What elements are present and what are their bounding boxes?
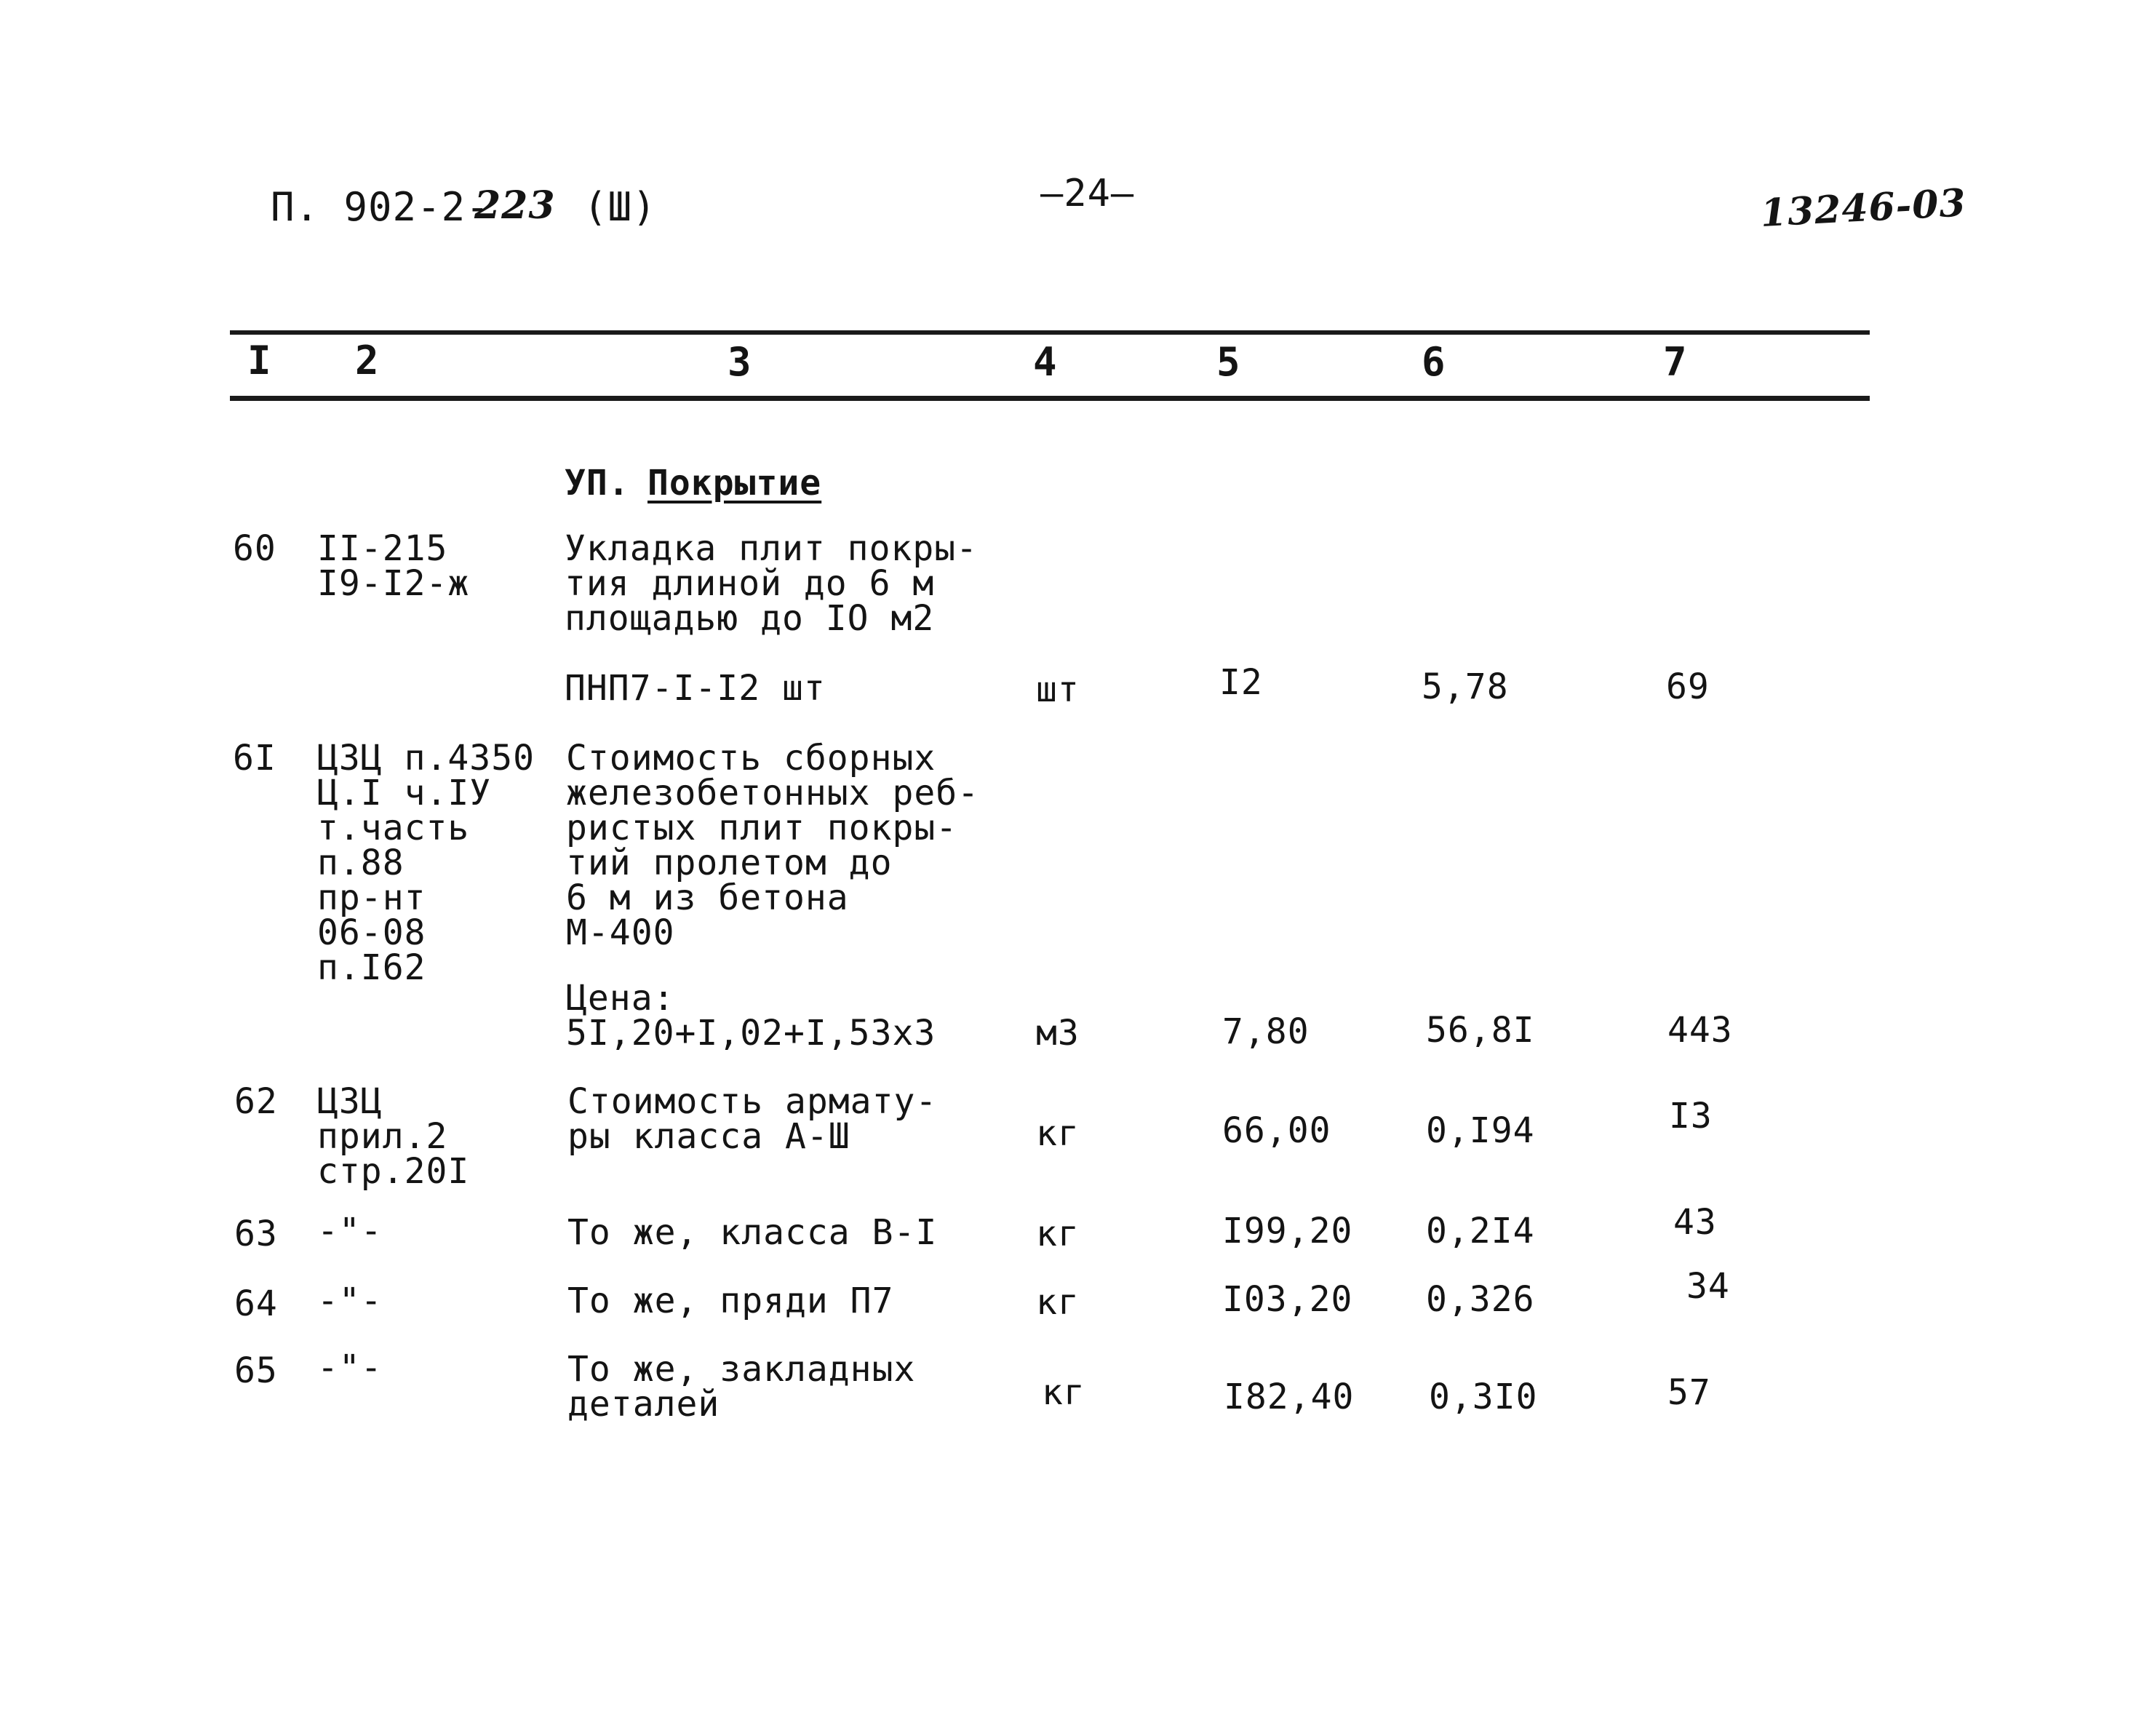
- row-63-unit: кг: [1036, 1214, 1080, 1254]
- row-62-desc-line-1: Стоимость армату-: [567, 1081, 938, 1122]
- row-65-ref: -"-: [317, 1347, 383, 1388]
- row-65-unit: кг: [1042, 1372, 1085, 1413]
- row-62-total: I3: [1669, 1096, 1713, 1136]
- row-64-qty: I03,20: [1222, 1279, 1353, 1320]
- row-64-ref: -"-: [317, 1281, 383, 1321]
- row-65-desc-line-1: То же, закладных: [567, 1349, 916, 1390]
- row-62-ref-line-1: ЦЗЦ: [317, 1081, 383, 1122]
- row-61-ref-line-5: пр-нт: [317, 877, 426, 918]
- row-65-desc-line-2: деталей: [567, 1384, 720, 1425]
- row-60-unit: шт: [1036, 669, 1080, 710]
- doc-code-prefix: П. 902-2-: [271, 184, 490, 230]
- row-61-total: 443: [1667, 1010, 1733, 1051]
- row-65-total: 57: [1667, 1372, 1711, 1413]
- row-64-price: 0,326: [1426, 1279, 1535, 1320]
- row-61-desc-line-1: Стоимость сборных: [566, 738, 936, 779]
- row-61-ref-line-3: т.часть: [317, 808, 470, 848]
- row-61-ref-line-6: 06-08: [317, 912, 426, 953]
- row-62-ref-line-2: прил.2: [317, 1116, 448, 1157]
- row-62-ref-line-3: стр.20I: [317, 1151, 470, 1192]
- row-63-desc: То же, класса В-I: [567, 1212, 938, 1253]
- row-60-price: 5,78: [1422, 666, 1509, 707]
- row-61-price-label: Цена:: [566, 978, 675, 1019]
- row-60-total: 69: [1666, 666, 1710, 707]
- row-60-desc-line-2: тия длиной до 6 м: [565, 563, 935, 604]
- page-number: —24—: [1040, 172, 1135, 215]
- row-61-qty: 7,80: [1222, 1011, 1310, 1052]
- row-61-desc-line-5: 6 м из бетона: [566, 877, 849, 918]
- doc-code-suffix: (Ш): [583, 184, 657, 230]
- row-60-desc-line-3: площадью до IO м2: [565, 598, 935, 639]
- column-header-3: 3: [728, 339, 752, 385]
- row-63-ref: -"-: [317, 1211, 383, 1251]
- row-61-ref-line-7: п.I62: [317, 947, 426, 988]
- row-60-ref-line-2: I9-I2-ж: [317, 563, 470, 604]
- column-header-5: 5: [1216, 339, 1241, 385]
- row-63-qty: I99,20: [1222, 1211, 1353, 1251]
- column-header-4: 4: [1033, 339, 1058, 385]
- row-64-total: 34: [1686, 1266, 1730, 1307]
- row-62-price: 0,I94: [1426, 1110, 1535, 1151]
- section-number: УП.: [565, 463, 630, 503]
- row-64-unit: кг: [1036, 1282, 1080, 1323]
- row-62-unit: кг: [1036, 1113, 1080, 1154]
- row-60-qty: I2: [1219, 662, 1263, 703]
- row-61-ref-line-2: Ц.I ч.IУ: [317, 773, 492, 813]
- row-63-number: 63: [234, 1214, 278, 1254]
- row-61-desc-line-6: М-400: [566, 912, 675, 953]
- row-64-number: 64: [234, 1283, 278, 1324]
- row-62-qty: 66,00: [1222, 1110, 1331, 1151]
- row-65-number: 65: [234, 1350, 278, 1391]
- row-61-ref-line-4: п.88: [317, 843, 405, 883]
- row-61-number: 6I: [233, 738, 276, 779]
- row-60-item-desc: ПНП7-I-I2 шт: [565, 668, 826, 709]
- row-61-desc-line-3: ристых плит покры-: [566, 808, 958, 848]
- column-header-7: 7: [1663, 339, 1688, 385]
- stamp-number: 13246-03: [1759, 180, 1968, 236]
- row-61-desc-line-4: тий пролетом до: [566, 843, 893, 883]
- row-65-qty: I82,40: [1224, 1377, 1355, 1417]
- row-65-price: 0,3I0: [1429, 1377, 1538, 1417]
- row-60-ref-line-1: II-215: [317, 528, 448, 569]
- row-61-desc-line-2: железобетонных реб-: [566, 773, 980, 813]
- column-header-6: 6: [1422, 339, 1446, 385]
- column-header-2: 2: [355, 338, 380, 383]
- header-bottom-rule: [230, 396, 1870, 401]
- header-top-rule: [230, 330, 1870, 335]
- row-64-desc: То же, пряди П7: [567, 1281, 894, 1321]
- row-61-price-formula: 5I,20+I,02+I,53х3: [566, 1013, 936, 1054]
- row-63-price: 0,2I4: [1426, 1211, 1535, 1251]
- row-62-desc-line-2: ры класса А-Ш: [567, 1116, 850, 1157]
- row-61-ref-line-1: ЦЗЦ п.4350: [317, 738, 535, 779]
- row-62-number: 62: [234, 1081, 278, 1122]
- row-63-total: 43: [1673, 1202, 1717, 1243]
- row-61-unit: м3: [1036, 1013, 1080, 1054]
- section-title: Покрытие: [647, 463, 822, 503]
- doc-code-number: 223: [474, 183, 556, 228]
- row-60-number: 60: [233, 528, 276, 569]
- row-60-desc-line-1: Укладка плит покры-: [565, 528, 979, 569]
- row-61-price: 56,8I: [1426, 1010, 1535, 1051]
- column-header-1: I: [247, 338, 272, 383]
